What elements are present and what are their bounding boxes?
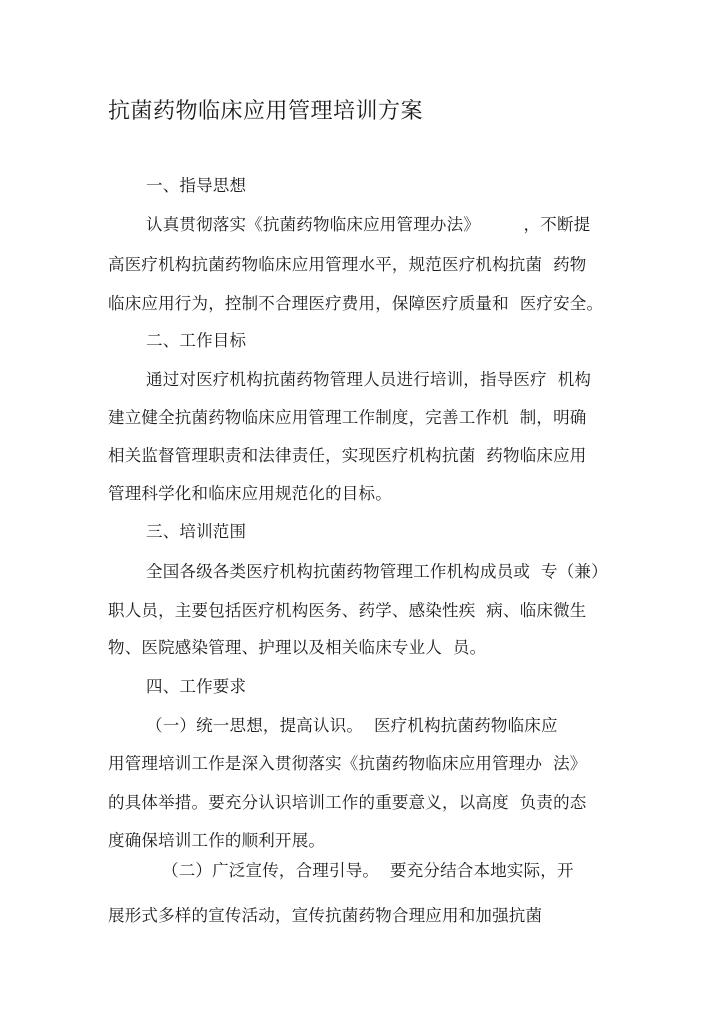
paragraph-line: 建立健全抗菌药物临床应用管理工作制度，完善工作机 制，明确 (108, 408, 587, 427)
paragraph-line: 用管理培训工作是深入贯彻落实《抗菌药物临床应用管理办 法》 (108, 754, 587, 773)
paragraph-line: （二）广泛宣传，合理引导。 要充分结合本地实际，开 (162, 861, 574, 880)
paragraph-line: 临床应用行为，控制不合理医疗费用，保障医疗质量和 医疗安全。 (108, 294, 604, 313)
paragraph-line: 认真贯彻落实《抗菌药物临床应用管理办法》 ，不断提 (146, 215, 591, 234)
paragraph-line: 高医疗机构抗菌药物临床应用管理水平，规范医疗机构抗菌 药物 (108, 255, 587, 274)
paragraph-line: 相关监督管理职责和法律责任，实现医疗机构抗菌 药物临床应用 (108, 446, 587, 465)
section-heading-guiding-ideology: 一、指导思想 (146, 176, 247, 195)
paragraph-line: 通过对医疗机构抗菌药物管理人员进行培训，指导医疗 机构 (146, 370, 592, 389)
paragraph-line: 的具体举措。要充分认识培训工作的重要意义，以高度 负责的态 (108, 793, 587, 812)
paragraph-line: 物、医院感染管理、护理以及相关临床专业人 员。 (108, 638, 487, 657)
paragraph-line: 职人员，主要包括医疗机构医务、药学、感染性疾 病、临床微生 (108, 601, 587, 620)
paragraph-line: （一）统一思想，提高认识。 医疗机构抗菌药物临床应 (146, 716, 558, 735)
section-heading-work-requirements: 四、工作要求 (146, 677, 247, 696)
paragraph-line: 度确保培训工作的顺利开展。 (108, 831, 326, 850)
paragraph-line: 管理科学化和临床应用规范化的目标。 (108, 484, 392, 503)
section-heading-work-goals: 二、工作目标 (146, 331, 247, 350)
paragraph-line: 展形式多样的宣传活动，宣传抗菌药物合理应用和加强抗菌 (108, 906, 543, 925)
document-title: 抗菌药物临床应用管理培训方案 (108, 99, 424, 124)
paragraph-line: 全国各级各类医疗机构抗菌药物管理工作机构成员或 专（兼） (146, 562, 608, 581)
section-heading-training-scope: 三、培训范围 (146, 522, 247, 541)
